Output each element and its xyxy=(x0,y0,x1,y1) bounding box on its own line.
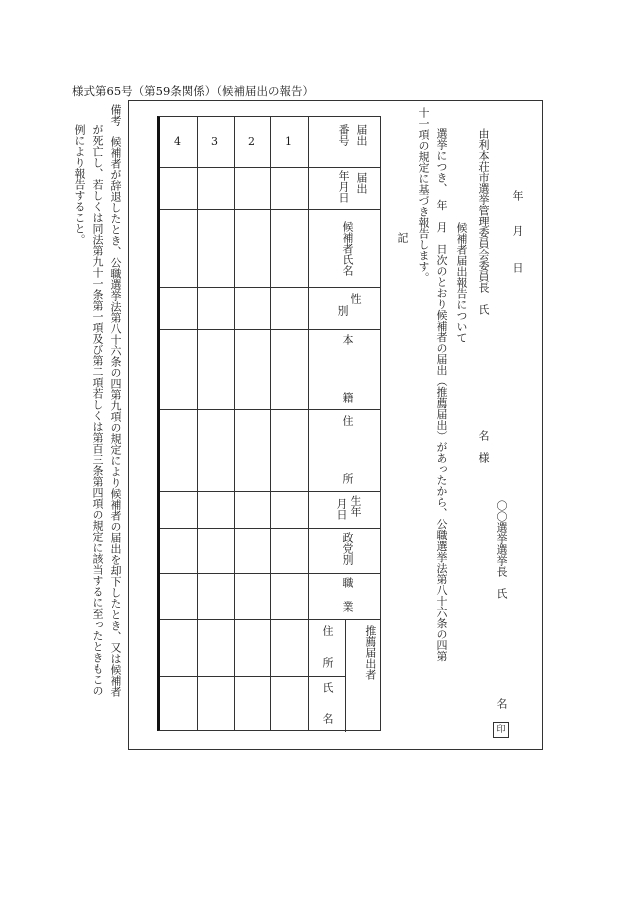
header-date-a: 届出 xyxy=(355,172,368,194)
body-line-2: 十一項の規定に基づき報告します。 xyxy=(417,107,430,283)
row-number-1: 1 xyxy=(285,135,292,148)
header-rec-address-b: 所 xyxy=(321,657,334,668)
remarks-line-1: 候補者が辞退したとき、公職選挙法第八十六条の四第九項の規定により候補者の届出を却下したとき、又は候補者 xyxy=(109,136,122,697)
remarks-label: 備考 xyxy=(109,104,122,126)
header-birth-a: 生年 xyxy=(349,495,362,517)
report-table xyxy=(157,116,381,731)
header-rec-name-b: 名 xyxy=(321,713,334,724)
body-line-1: 選挙につき、 年 月 日次のとおり候補者の届出（推薦届出）があったから、公職選挙法第八十六条の四第 xyxy=(435,128,448,662)
header-job-a: 職 xyxy=(341,577,354,588)
date-year: 年 xyxy=(511,190,524,201)
seal-stamp: 印 xyxy=(493,722,509,738)
header-job-b: 業 xyxy=(341,601,354,612)
date-month: 月 xyxy=(511,225,524,236)
header-rec-name-a: 氏 xyxy=(321,682,334,693)
row-number-4: 4 xyxy=(174,135,181,148)
header-honseki-a: 本 xyxy=(341,334,354,345)
remarks-line-2: が死亡し、若しくは同法第九十一条第一項及び第二項若しくは第百三条第四項の規定に該当するに至ったときもこの xyxy=(91,124,104,696)
header-number-a: 届出 xyxy=(355,124,368,146)
header-candidate-name: 候補者氏名 xyxy=(341,221,354,276)
header-recommender: 推薦届出者 xyxy=(363,625,377,680)
date-day: 日 xyxy=(511,262,524,273)
header-birth-b: 月日 xyxy=(335,498,348,520)
form-caption: 様式第65号（第59条関係）（候補届出の報告） xyxy=(72,84,315,98)
row-number-3: 3 xyxy=(211,135,218,148)
addressee-name: 名 xyxy=(477,430,490,441)
addressee-honorific: 様 xyxy=(477,452,490,463)
header-address-a: 住 xyxy=(341,415,354,426)
header-party: 政党別 xyxy=(341,532,354,565)
header-number-b: 番号 xyxy=(337,124,350,146)
addressee: 由利本荘市選挙管理委員会委員長 氏 xyxy=(477,128,490,315)
remarks-line-3: 例により報告すること。 xyxy=(73,124,86,245)
sender: 〇〇選挙選挙長 氏 xyxy=(495,500,508,599)
header-sex-b: 別 xyxy=(336,305,349,316)
header-address-b: 所 xyxy=(341,473,354,484)
header-rec-address-a: 住 xyxy=(321,625,334,636)
header-sex-a: 性 xyxy=(349,293,362,304)
subject: 候補者届出報告について xyxy=(455,222,468,343)
sender-name: 名 xyxy=(495,698,508,709)
ki-label: 記 xyxy=(396,232,409,243)
header-honseki-b: 籍 xyxy=(341,392,354,403)
header-date-b: 年月日 xyxy=(337,170,350,203)
row-number-2: 2 xyxy=(248,135,255,148)
